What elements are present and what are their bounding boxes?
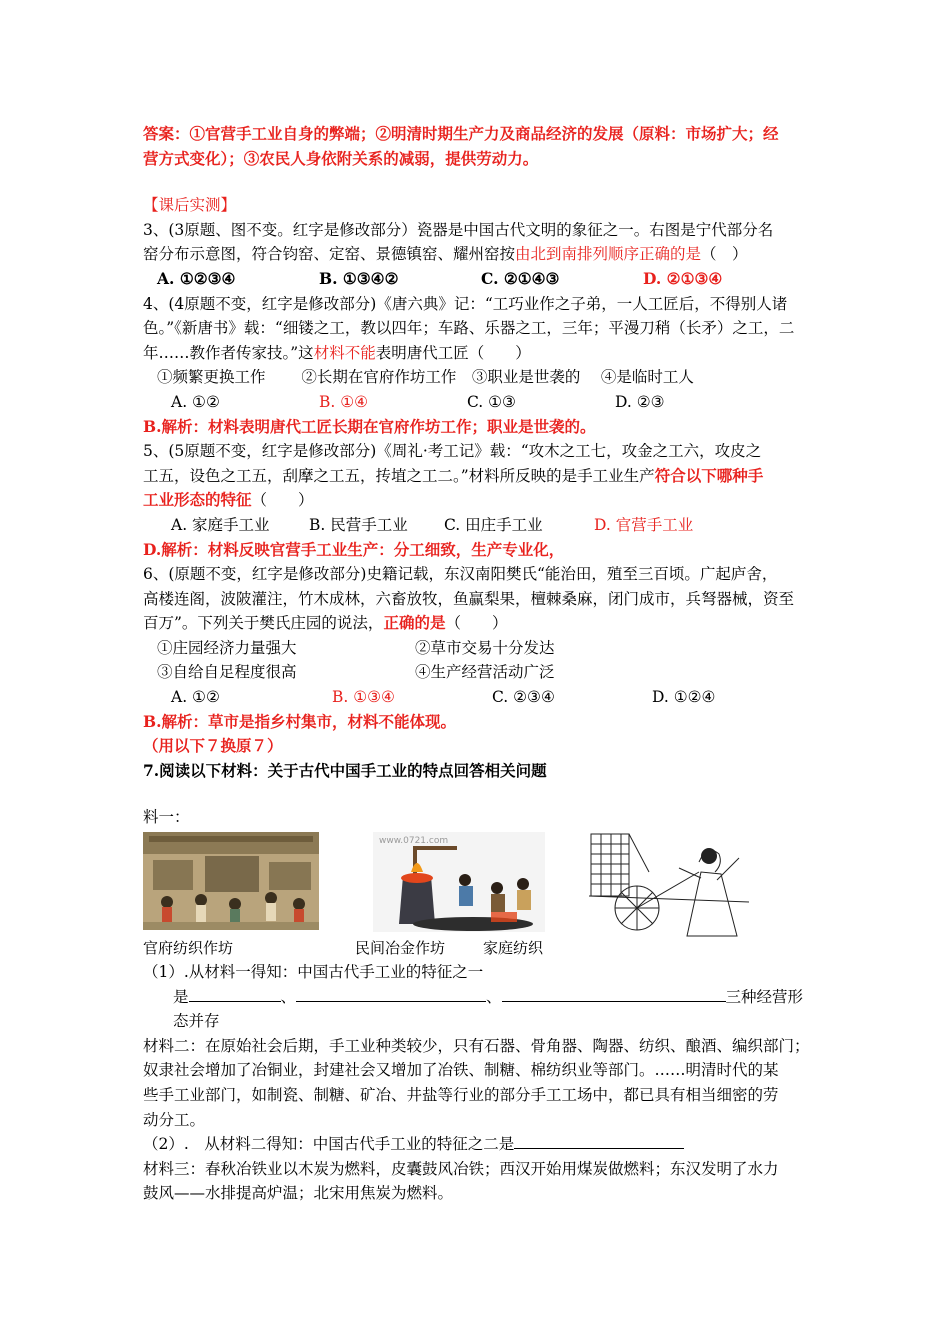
q6-item-4: ④生产经营活动广泛 — [415, 663, 555, 682]
q3-option-a: A. ①②③④ — [157, 268, 236, 288]
material-one-label: 料一： — [143, 808, 190, 827]
q5-line-3: 工业形态的特征（ ） — [143, 490, 314, 510]
image-watermark: www.0721.com — [379, 836, 449, 847]
material-three-line-1: 材料三：春秋冶铁业以木炭为燃料，皮囊鼓风冶铁；西汉开始用煤炭做燃料；东汉发明了水力 — [143, 1159, 779, 1178]
section-title: 【课后实测】 — [143, 196, 237, 215]
q6-item-3: ③自给自足程度很高 — [157, 663, 297, 682]
q3-option-d: D. ②①③④ — [643, 268, 723, 288]
material-two-line-1: 材料二：在原始社会后期，手工业种类较少，只有石器、骨角器、陶器、纺织、酿酒、编织部门； — [143, 1036, 810, 1055]
material-one-images — [143, 832, 813, 936]
answer-blank-1[interactable] — [189, 985, 281, 1002]
caption-folk-metallurgy: 民间冶金作坊 — [355, 939, 446, 958]
q4-analysis: B.解析：材料表明唐代工匠长期在官府作坊工作；职业是世袭的。 — [143, 416, 596, 436]
material-two-line-4: 动分工。 — [143, 1110, 206, 1129]
q4-items: ①频繁更换工作 ②长期在官府作坊工作 ③职业是世袭的 ④是临时工人 — [157, 368, 694, 387]
q4-line-2: 色。”《新唐书》载：“细镂之工，教以四年；车路、乐器之工，三年；平漫刀稍（长矛）之工，二 — [143, 319, 795, 338]
answer-blank-4[interactable] — [514, 1132, 684, 1149]
q6-item-1: ①庄园经济力量强大 — [157, 638, 297, 657]
answer-line-2: 营方式变化）；③农民人身依附关系的减弱，提供劳动力。 — [143, 148, 539, 168]
q4-line-3: 年……教作者传家技。”这材料不能表明唐代工匠（ ） — [143, 343, 531, 362]
q7-sub1: （1）.从材料一得知：中国古代手工业的特征之一 — [143, 963, 484, 982]
q4-options — [143, 390, 813, 415]
q3-line-2: 窑分布示意图，符合钧窑、定窑、景德镇窑、耀州窑按由北到南排列顺序正确的是（ ） — [143, 245, 748, 264]
q4-line-1: 4、(4原题不变，红字是修改部分)《唐六典》记：“工巧业作之子弟，一人工匠后，不得别人诸 — [143, 294, 788, 313]
q5-line-2: 工五，设色之工五，刮摩之工五，抟埴之工二。”材料所反映的是手工业生产符合以下哪种手 — [143, 465, 764, 485]
q6-line-3: 百万”。下列关于樊氏庄园的说法，正确的是（ ） — [143, 613, 508, 633]
replace-note: （用以下７换原７） — [143, 736, 283, 756]
folk-metallurgy-workshop-image — [373, 832, 545, 932]
document-page — [143, 122, 813, 1206]
q6-line-1: 6、(原题不变，红字是修改部分)史籍记载，东汉南阳樊氏“能治田，殖至三百顷。广起庐舍， — [143, 565, 778, 584]
q7-sub1-blanks: 是 、 、 三种经营形 — [143, 985, 813, 1010]
q4-option-a: A. ①② — [171, 392, 220, 411]
q7-sub2: （2）. 从材料二得知：中国古代手工业的特征之二是 — [143, 1132, 813, 1157]
q6-option-b: B. ①③④ — [332, 688, 395, 707]
q4-option-c: C. ①③ — [467, 392, 516, 411]
q5-line-1: 5、(5原题不变，红字是修改部分)《周礼·考工记》载：“攻木之工七，攻金之工六，攻皮之 — [143, 442, 762, 461]
q6-options — [143, 685, 813, 710]
q5-option-c: C. 田庄手工业 — [444, 515, 543, 534]
q5-option-d: D. 官营手工业 — [594, 515, 694, 534]
q6-item-2: ②草市交易十分发达 — [415, 638, 555, 657]
q6-option-a: A. ①② — [171, 688, 220, 707]
q7-sub1-line-3: 态并存 — [173, 1012, 220, 1031]
home-spinning-image — [589, 832, 749, 938]
caption-home-spinning: 家庭纺织 — [483, 939, 544, 958]
q4-option-d: D. ②③ — [615, 392, 665, 411]
q6-option-c: C. ②③④ — [492, 688, 555, 707]
material-two-line-3: 些手工业部门，如制瓷、制糖、矿冶、井盐等行业的部分手工工场中，都已具有相当细密的劳 — [143, 1086, 779, 1104]
image-captions — [143, 936, 813, 960]
q6-items-row-1 — [143, 636, 813, 661]
q3-option-c: C. ②①④③ — [481, 268, 560, 288]
caption-official-textile: 官府纺织作坊 — [143, 939, 234, 958]
answer-blank-3[interactable] — [502, 985, 726, 1002]
q3-line-1: 3、(3原题、图不变。红字是修改部分）瓷器是中国古代文明的象征之一。右图是宁代部分名 — [143, 220, 774, 239]
q5-options — [143, 513, 813, 538]
q6-option-d: D. ①②④ — [652, 688, 716, 707]
q5-option-b: B. 民营手工业 — [309, 515, 408, 534]
q3-options — [143, 267, 813, 292]
material-three-line-2: 鼓风——水排提高炉温；北宋用焦炭为燃料。 — [143, 1184, 454, 1203]
q4-option-b: B. ①④ — [319, 392, 369, 411]
official-textile-workshop-image — [143, 832, 319, 930]
q6-analysis: B.解析：草市是指乡村集市，材料不能体现。 — [143, 711, 456, 731]
q6-line-2: 高楼连阁，波陂灌注，竹木成林，六畜放牧，鱼赢梨果，檀棘桑麻，闭门成市，兵弩器械，资至 — [143, 589, 795, 608]
answer-line-1: 答案：①官营手工业自身的弊端；②明清时期生产力及商品经济的发展（原料：市场扩大；经 — [143, 124, 779, 143]
q5-analysis: D.解析：材料反映官营手工业生产：分工细致，生产专业化， — [143, 539, 565, 559]
answer-blank-2[interactable] — [296, 985, 486, 1002]
q5-option-a: A. 家庭手工业 — [171, 515, 270, 534]
q7-title: 7.阅读以下材料：关于古代中国手工业的特点回答相关问题 — [143, 760, 547, 780]
material-two-line-2: 奴隶社会增加了冶铜业，封建社会又增加了冶铁、制糖、棉纺织业等部门。……明清时代的某 — [143, 1061, 779, 1080]
q3-option-b: B. ①③④② — [319, 268, 399, 288]
q6-items-row-2 — [143, 660, 813, 685]
